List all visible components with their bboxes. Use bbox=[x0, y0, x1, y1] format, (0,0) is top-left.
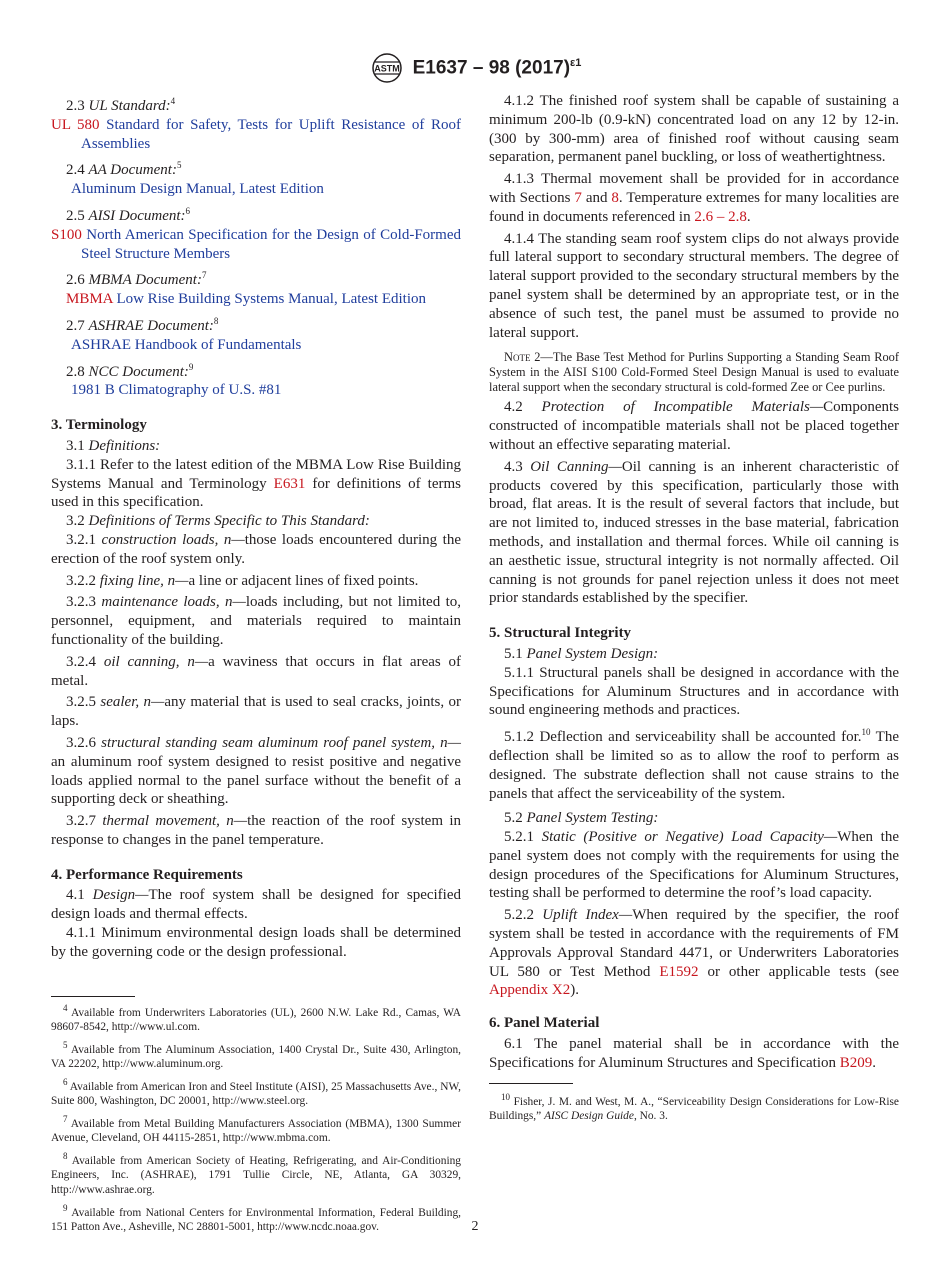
footnote-rule-right bbox=[489, 1083, 573, 1084]
link-b209[interactable]: B209 bbox=[839, 1054, 873, 1071]
section-2-5: 2.5 AISI Document:$^6$ bbox=[66, 205, 191, 224]
section-4-1-2: 4.1.2 The finished roof system shall be capable of sustaining a minimum 200-lb (0.9-kN) concentrated load on any 12 by 12-in. (300 by 300-mm) area of finished roof without causing seam separation, permanent panel buckling, or loss of weathertightness. bbox=[489, 93, 900, 166]
section-2-7: 2.7 ASHRAE Document:$^8$ bbox=[66, 315, 219, 334]
ref-ashrae[interactable]: ASHRAE Handbook of Fundamentals bbox=[71, 336, 302, 353]
section-3-1-1: 3.1.1 Refer to the latest edition of the MBMA Low Rise Building Systems Manual and Terminology E631 for definitions of terms used in this specification. bbox=[51, 456, 462, 511]
left-column bbox=[51, 92, 461, 1234]
section-heading-terminology: 3. Terminology bbox=[51, 417, 147, 434]
note-2: Note 2—The Base Test Method for Purlins Supporting a Standing Seam Roof System in the AISI S100 Cold-Formed Steel Design Manual is used to evaluate lateral support when the secondary structural is cold-formed Zee or Cee purlins. bbox=[489, 350, 899, 395]
section-5-2: 5.2 Panel System Testing: bbox=[504, 810, 659, 827]
section-5-2-1: 5.2.1 Static (Positive or Negative) Load Capacity—When the panel system does not comply with the requirements for using the design procedures of the Specifications for Aluminum Structures, testing shall be performed to determine the roof’s load capacity. bbox=[489, 829, 900, 902]
section-3-2-3: 3.2.3 maintenance loads, n—loads including, but not limited to, personnel, equipment, and materials required to maintain functionality of the building. bbox=[51, 594, 461, 648]
section-heading-structural: 5. Structural Integrity bbox=[489, 625, 632, 642]
footnote-8: $^8$ Available from American Society of Heating, Refrigerating, and Air-Conditioning Engineers, Inc. (ASHRAE), 1791 Tullie Circle, NE, Atlanta, GA 30329, http://www.ashrae.org. bbox=[51, 1151, 462, 1196]
section-3-2-7: 3.2.7 thermal movement, n—the reaction of the roof system in response to changes in the panel temperature. bbox=[51, 813, 462, 848]
footnote-4: $^4$ Available from Underwriters Laboratories (UL), 2600 N.W. Lake Rd., Camas, WA 98607-8542, http://www.ul.com. bbox=[51, 1002, 461, 1033]
section-2-8: 2.8 NCC Document:$^9$ bbox=[66, 361, 194, 380]
section-5-1-2: 5.1.2 Deflection and serviceability shall be accounted for.$^{10}$ The deflection shall be limited so as to allow the roof to perform as designed. The substrate deflection shall not cause strains to the panels that affect the serviceability of the system. bbox=[489, 727, 899, 802]
section-2-6: 2.6 MBMA Document:$^7$ bbox=[66, 270, 207, 289]
ref-ul580[interactable]: UL 580 Standard for Safety, Tests for Uplift Resistance of Roof Assemblies bbox=[51, 116, 461, 152]
section-2-3: 2.3 UL Standard:$^4$ bbox=[66, 96, 176, 114]
section-3-2-1: 3.2.1 construction loads, n—those loads encountered during the erection of the roof system only. bbox=[51, 531, 461, 567]
page-header bbox=[0, 52, 950, 89]
footnote-rule bbox=[51, 996, 135, 997]
ref-s100[interactable]: S100 North American Specification for the Design of Cold-Formed Steel Structure Members bbox=[51, 226, 462, 262]
link-section-7[interactable]: 7 bbox=[574, 189, 582, 206]
link-section-8[interactable]: 8 bbox=[611, 189, 619, 206]
section-4-2: 4.2 Protection of Incompatible Materials—Components constructed of incompatible materials shall not be placed together without an effective separating material. bbox=[489, 399, 899, 453]
section-3-2-5: 3.2.5 sealer, n—any material that is used to seal cracks, joints, or laps. bbox=[51, 694, 462, 730]
link-e1592[interactable]: E1592 bbox=[659, 963, 699, 980]
link-e631[interactable]: E631 bbox=[273, 475, 306, 492]
section-5-1: 5.1 Panel System Design: bbox=[504, 645, 659, 662]
section-6-1: 6.1 The panel material shall be in accordance with the Specifications for Aluminum Structures and Specification B209. bbox=[489, 1036, 900, 1071]
link-sections-2-6-2-8[interactable]: 2.6 – 2.8 bbox=[694, 208, 747, 225]
section-3-2-6: 3.2.6 structural standing seam aluminum roof panel system, n—an aluminum roof system designed to resist positive and negative loads applied normal to the panel surface without the benefit of a supporting deck or sheathing. bbox=[51, 734, 461, 808]
section-3-2-4: 3.2.4 oil canning, n—a waviness that occurs in flat areas of metal. bbox=[51, 653, 462, 689]
right-column bbox=[489, 92, 899, 1123]
ref-climatography[interactable]: 1981 B Climatography of U.S. #81 bbox=[71, 382, 282, 399]
section-5-1-1: 5.1.1 Structural panels shall be designed in accordance with the Specifications for Aluminum Structures and in accordance with sound engineering methods and practices. bbox=[489, 664, 899, 719]
link-appendix-x2[interactable]: Appendix X2 bbox=[489, 982, 571, 999]
section-4-1-4: 4.1.4 The standing seam roof system clips do not always provide full lateral support to secondary structural members. The degree of lateral support provided to the secondary structural members by the panel system shall be determined by an appropriate test, or in the absence of such test, the panel must be assumed to provide no lateral support. bbox=[489, 230, 899, 341]
astm-logo-icon bbox=[369, 52, 405, 84]
footnotes bbox=[51, 1001, 461, 1234]
ref-mbma[interactable]: MBMA Low Rise Building Systems Manual, Latest Edition bbox=[66, 291, 427, 308]
standard-designation: E1637 – 98 $(2017)^{\varepsilon 1}$ bbox=[412, 56, 582, 79]
section-4-1-3: 4.1.3 Thermal movement shall be provided for in accordance with Sections 7 and 8. Temperature extremes for many localities are found in documents referenced in 2.6 – 2.8. bbox=[489, 171, 900, 225]
footnote-9: $^9$ Available from National Centers for Environmental Information, Federal Building, 151 Patton Ave., Asheville, NC 28801-5001, http://www.ncdc.noaa.gov. bbox=[51, 1202, 462, 1233]
section-3-2: 3.2 Definitions of Terms Specific to This Standard: bbox=[66, 513, 370, 530]
section-3-2-2: 3.2.2 fixing line, n—a line or adjacent lines of fixed points. bbox=[66, 572, 419, 589]
section-2-4: 2.4 AA Document:$^5$ bbox=[66, 160, 182, 179]
section-4-1: 4.1 Design—The roof system shall be designed for specified design loads and thermal effects. bbox=[51, 887, 461, 923]
section-5-2-2: 5.2.2 Uplift Index—When required by the specifier, the roof system shall be tested in accordance with the requirements of FM Approvals Approval Standard 4471, or Underwriters Laboratories UL 580 or Test Method E1592 or other applicable tests (see Appendix X2). bbox=[489, 907, 900, 999]
footnote-6: $^6$ Available from American Iron and Steel Institute (AISI), 25 Massachusetts Ave., NW, Suite 800, Washington, DC 20001, http://www.steel.org. bbox=[51, 1077, 461, 1108]
section-heading-performance: 4. Performance Requirements bbox=[51, 866, 243, 883]
svg-text:ASTM: ASTM bbox=[373, 63, 400, 74]
footnote-5: $^5$ Available from The Aluminum Association, 1400 Crystal Dr., Suite 430, Arlington, VA 22202, http://www.aluminum.org. bbox=[51, 1039, 461, 1070]
ref-aa-manual[interactable]: Aluminum Design Manual, Latest Edition bbox=[71, 181, 324, 198]
section-4-3: 4.3 Oil Canning—Oil canning is an inherent characteristic of products covered by this specification, particularly those with broad, flat areas. It is the result of several factors that include, but are not limited to, induced stresses in the base material, fabrication methods, and installation and thermal forces. While oil canning is an aesthetic issue, structural integrity is not normally affected. Oil canning is not grounds for panel rejection unless it does not meet prior standards established by the specifier. bbox=[489, 458, 899, 607]
footnote-7: $^7$ Available from Metal Building Manufacturers Association (MBMA), 1300 Summer Avenue, Cleveland, OH 44115-2851, http://www.mbma.com. bbox=[51, 1114, 462, 1145]
page-number: 2 bbox=[471, 1219, 479, 1234]
footnote-10: $^{10}$ Fisher, J. M. and West, M. A., “Serviceability Design Considerations for Low-Rise Buildings,” AISC Design Guide, No. 3. bbox=[489, 1091, 899, 1122]
section-4-1-1: 4.1.1 Minimum environmental design loads shall be determined by the governing code or the design professional. bbox=[51, 925, 462, 960]
section-3-1: 3.1 Definitions: bbox=[66, 437, 161, 454]
section-heading-panel-material: 6. Panel Material bbox=[489, 1015, 600, 1032]
